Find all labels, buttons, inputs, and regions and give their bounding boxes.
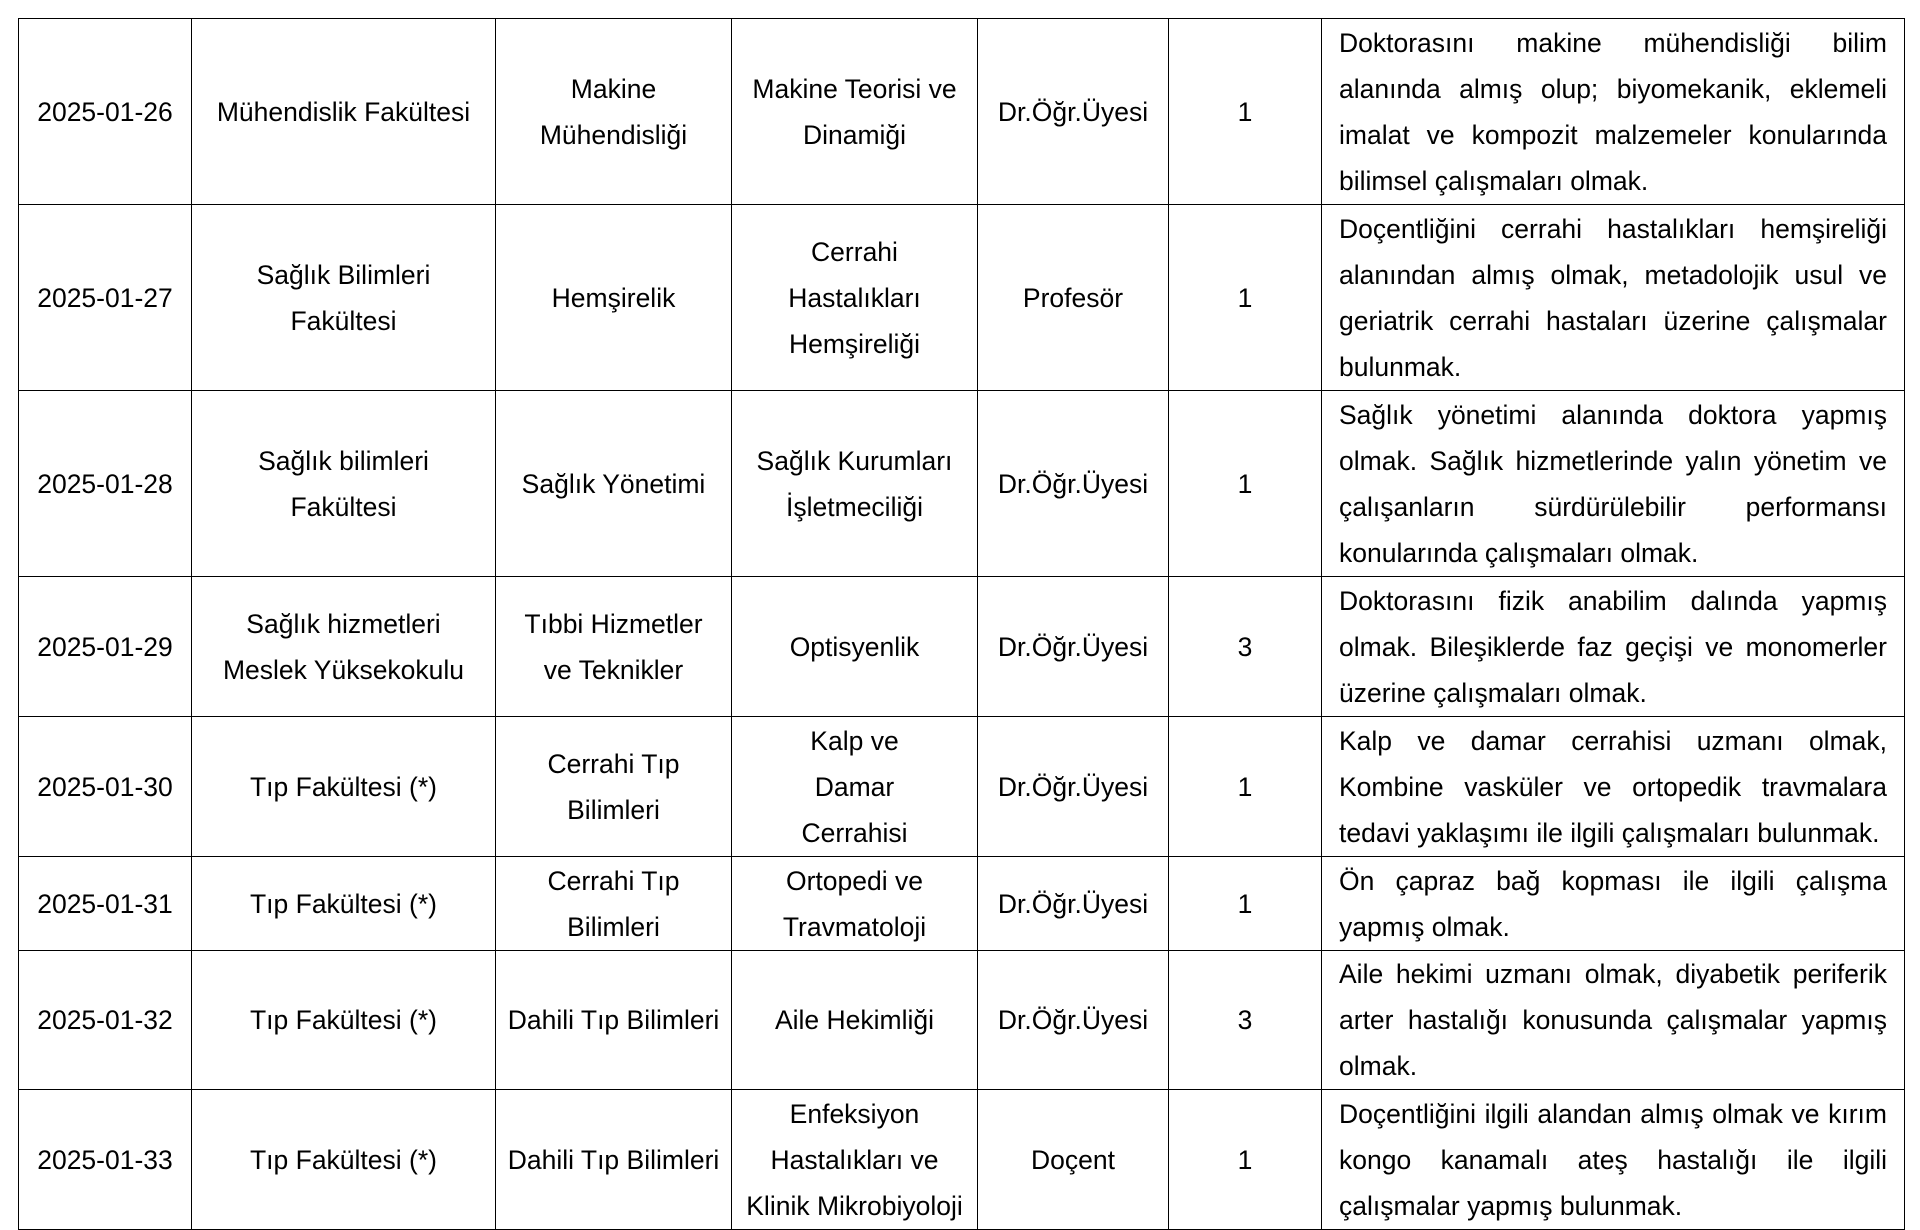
faculty-name: Tıp Fakültesi (*): [192, 857, 496, 951]
academic-title: Dr.Öğr.Üyesi: [978, 717, 1169, 857]
faculty-name: Sağlık Bilimleri Fakültesi: [192, 205, 496, 391]
department-name: Makine Mühendisliği: [496, 19, 732, 205]
program-name: Sağlık Kurumları İşletmeciliği: [732, 391, 978, 577]
requirements-text: Ön çapraz bağ kopması ile ilgili çalışma yapmış olmak.: [1322, 857, 1905, 951]
department-name: Dahili Tıp Bilimleri: [496, 951, 732, 1090]
position-count: 3: [1169, 951, 1322, 1090]
table-row: [19, 951, 1905, 1090]
program-name: Kalp ve Damar Cerrahisi: [732, 717, 978, 857]
table-row: [19, 717, 1905, 857]
table-row: [19, 577, 1905, 717]
table-row: [19, 1090, 1905, 1230]
position-code: 2025-01-26: [19, 19, 192, 205]
academic-title: Dr.Öğr.Üyesi: [978, 577, 1169, 717]
position-count: 1: [1169, 857, 1322, 951]
department-name: Hemşirelik: [496, 205, 732, 391]
requirements-text: Kalp ve damar cerrahisi uzmanı olmak, Kombine vasküler ve ortopedik travmalara tedavi yaklaşımı ile ilgili çalışmaları bulunmak.: [1322, 717, 1905, 857]
department-name: Cerrahi Tıp Bilimleri: [496, 717, 732, 857]
faculty-name: Sağlık hizmetleri Meslek Yüksekokulu: [192, 577, 496, 717]
position-count: 3: [1169, 577, 1322, 717]
table-row: [19, 19, 1905, 205]
faculty-name: Sağlık bilimleri Fakültesi: [192, 391, 496, 577]
academic-title: Dr.Öğr.Üyesi: [978, 951, 1169, 1090]
position-code: 2025-01-27: [19, 205, 192, 391]
department-name: Tıbbi Hizmetler ve Teknikler: [496, 577, 732, 717]
academic-title: Dr.Öğr.Üyesi: [978, 857, 1169, 951]
academic-title: Doçent: [978, 1090, 1169, 1230]
department-name: Dahili Tıp Bilimleri: [496, 1090, 732, 1230]
requirements-text: Doçentliğini cerrahi hastalıkları hemşireliği alanından almış olmak, metadolojik usul ve geriatrik cerrahi hastaları üzerine çalışmalar bulunmak.: [1322, 205, 1905, 391]
academic-title: Profesör: [978, 205, 1169, 391]
faculty-name: Tıp Fakültesi (*): [192, 1090, 496, 1230]
position-code: 2025-01-33: [19, 1090, 192, 1230]
program-name: Enfeksiyon Hastalıkları ve Klinik Mikrobiyoloji: [732, 1090, 978, 1230]
requirements-text: Doktorasını fizik anabilim dalında yapmış olmak. Bileşiklerde faz geçişi ve monomerler üzerine çalışmaları olmak.: [1322, 577, 1905, 717]
faculty-name: Mühendislik Fakültesi: [192, 19, 496, 205]
document-page: [18, 18, 1904, 1230]
table-row: [19, 857, 1905, 951]
position-count: 1: [1169, 205, 1322, 391]
program-name: Makine Teorisi ve Dinamiği: [732, 19, 978, 205]
requirements-text: Doçentliğini ilgili alandan almış olmak ve kırım kongo kanamalı ateş hastalığı ile ilgili çalışmalar yapmış bulunmak.: [1322, 1090, 1905, 1230]
academic-title: Dr.Öğr.Üyesi: [978, 19, 1169, 205]
position-code: 2025-01-31: [19, 857, 192, 951]
position-code: 2025-01-30: [19, 717, 192, 857]
academic-title: Dr.Öğr.Üyesi: [978, 391, 1169, 577]
position-code: 2025-01-28: [19, 391, 192, 577]
faculty-name: Tıp Fakültesi (*): [192, 717, 496, 857]
requirements-text: Aile hekimi uzmanı olmak, diyabetik periferik arter hastalığı konusunda çalışmalar yapmış olmak.: [1322, 951, 1905, 1090]
program-name: Optisyenlik: [732, 577, 978, 717]
table-row: [19, 391, 1905, 577]
positions-table: [18, 18, 1905, 1230]
requirements-text: Doktorasını makine mühendisliği bilim alanında almış olup; biyomekanik, eklemeli imalat ve kompozit malzemeler konularında bilimsel çalışmaları olmak.: [1322, 19, 1905, 205]
faculty-name: Tıp Fakültesi (*): [192, 951, 496, 1090]
program-name: Ortopedi ve Travmatoloji: [732, 857, 978, 951]
position-code: 2025-01-29: [19, 577, 192, 717]
department-name: Sağlık Yönetimi: [496, 391, 732, 577]
table-row: [19, 205, 1905, 391]
program-name: Cerrahi Hastalıkları Hemşireliği: [732, 205, 978, 391]
department-name: Cerrahi Tıp Bilimleri: [496, 857, 732, 951]
position-code: 2025-01-32: [19, 951, 192, 1090]
position-count: 1: [1169, 717, 1322, 857]
position-count: 1: [1169, 1090, 1322, 1230]
requirements-text: Sağlık yönetimi alanında doktora yapmış olmak. Sağlık hizmetlerinde yalın yönetim ve çalışanların sürdürülebilir performansı konularında çalışmaları olmak.: [1322, 391, 1905, 577]
position-count: 1: [1169, 19, 1322, 205]
position-count: 1: [1169, 391, 1322, 577]
program-name: Aile Hekimliği: [732, 951, 978, 1090]
